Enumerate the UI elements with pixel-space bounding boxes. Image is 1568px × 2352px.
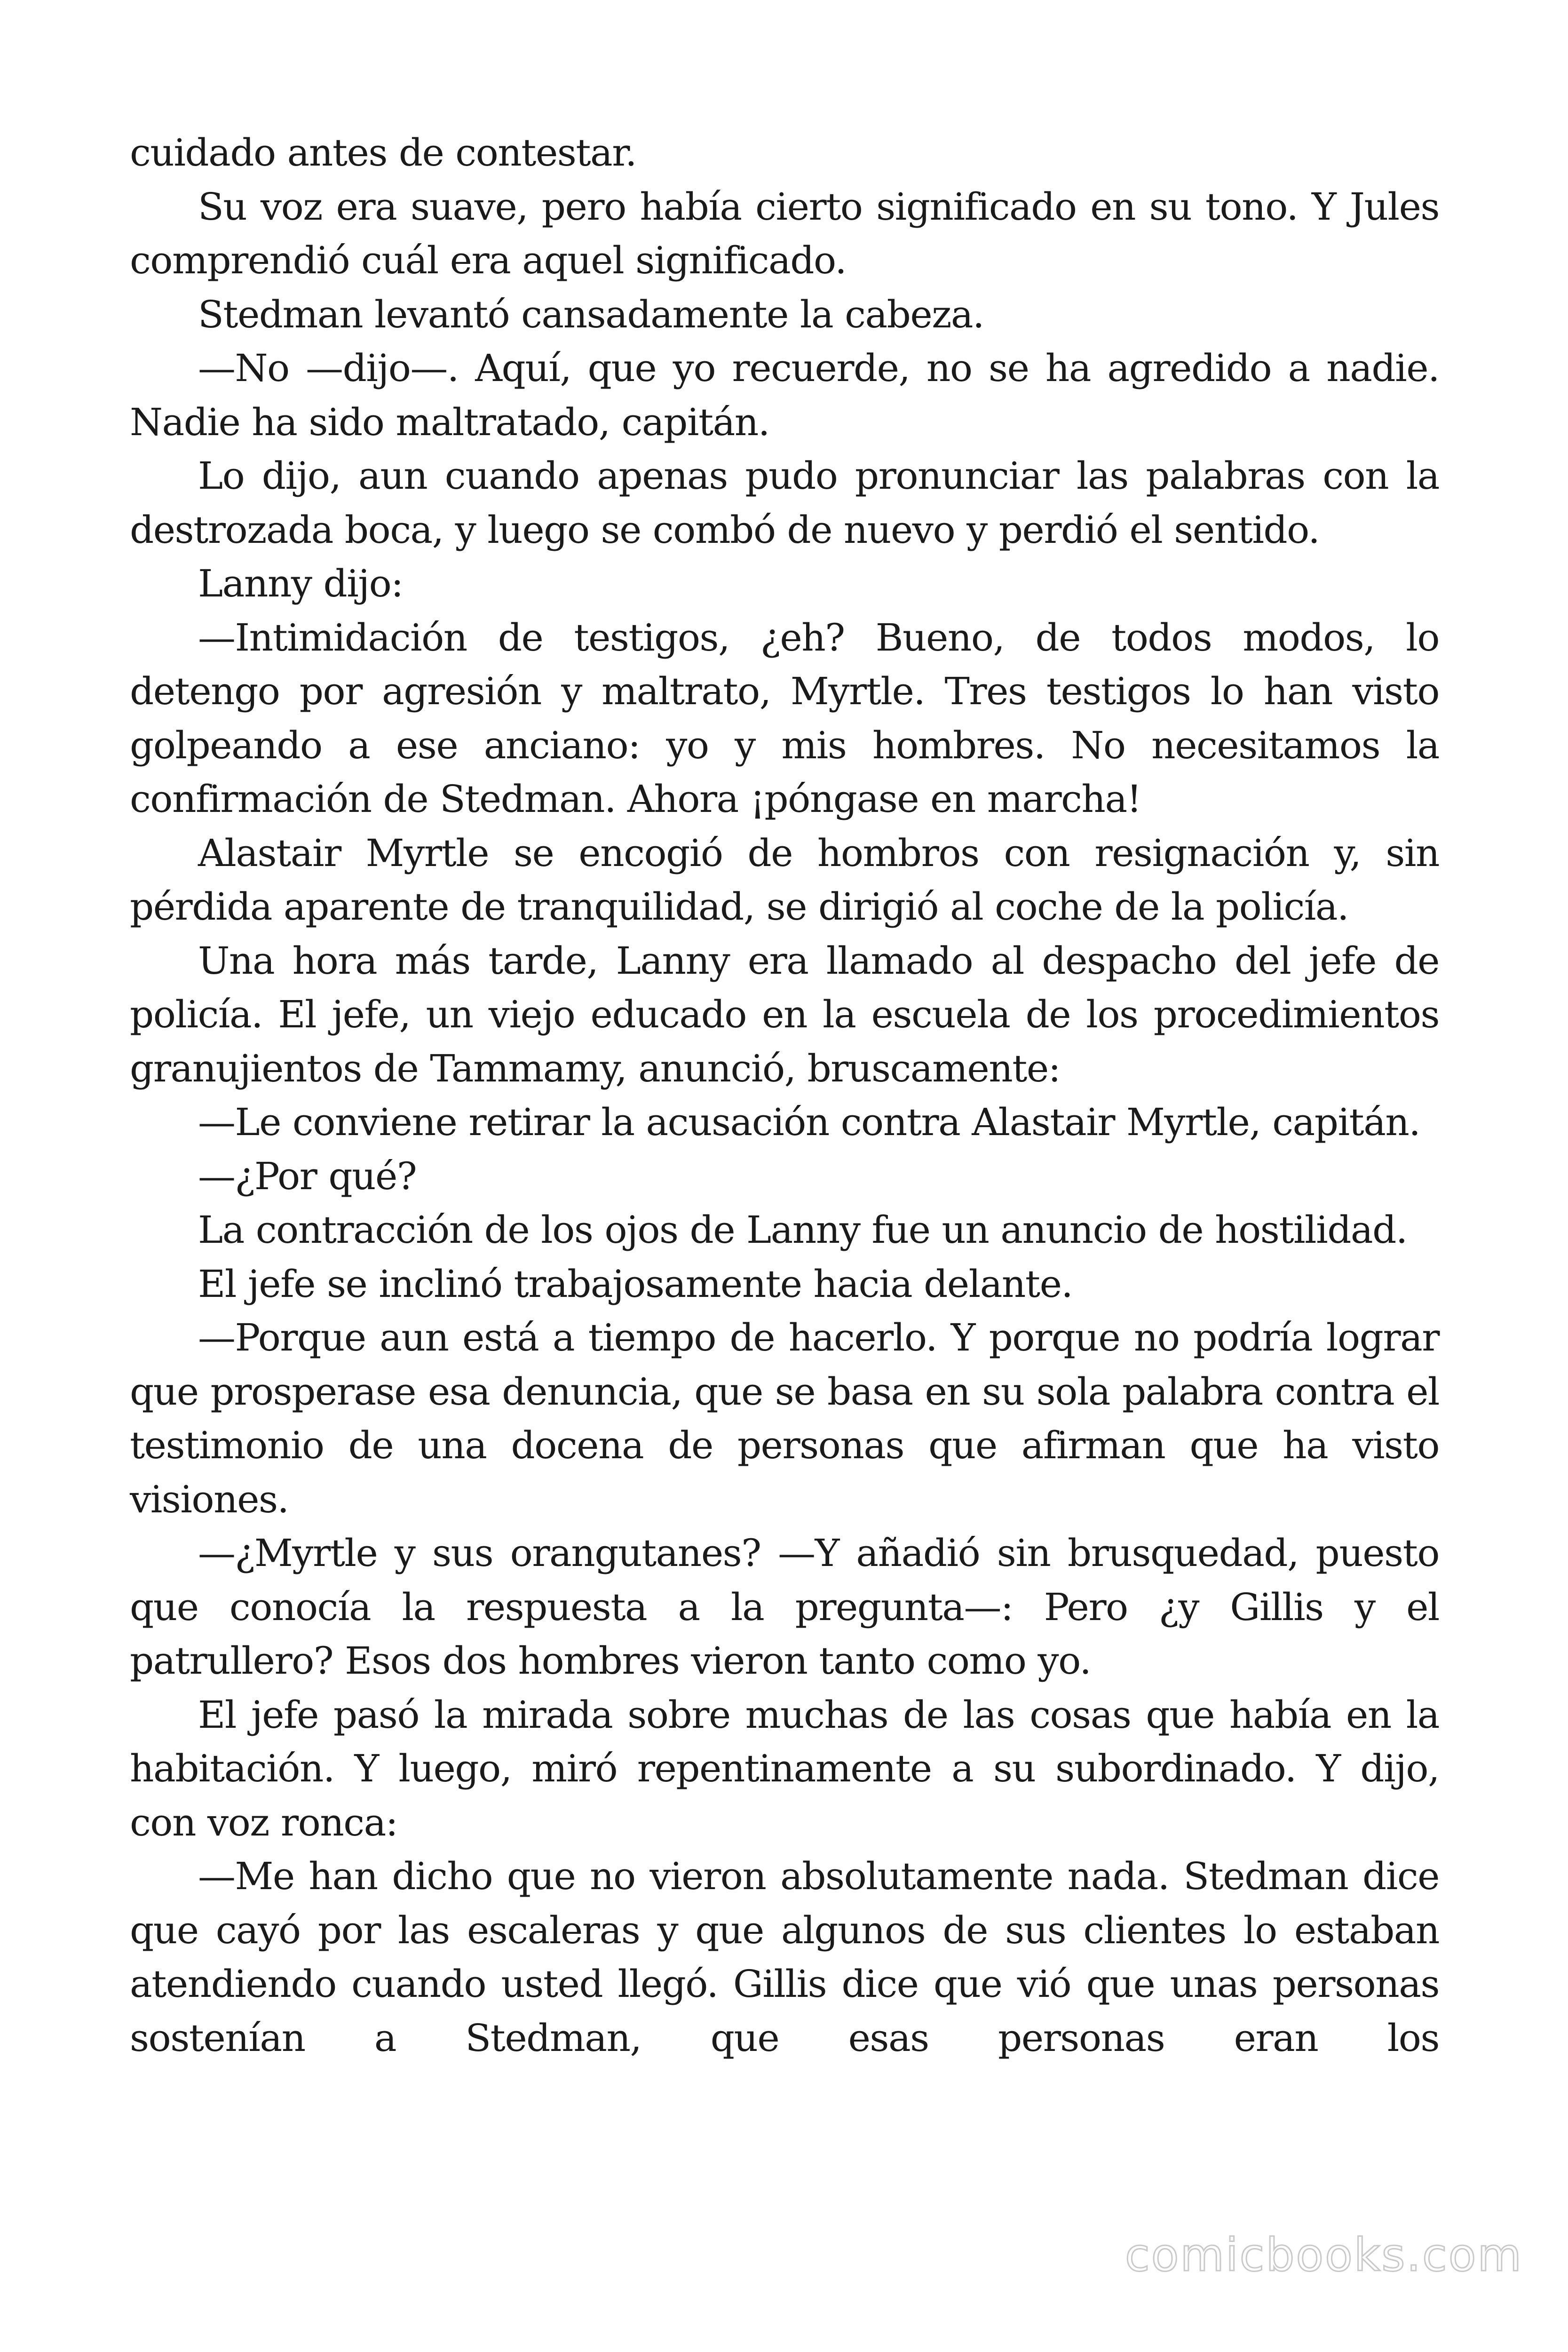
paragraph-14: —Porque aun está a tiempo de hacerlo. Y porque no podría lograr que prosperase esa denuncia, que se basa en su sola palabra contra el testimonio de una docena de personas que afirman que ha visto visiones.: [130, 1316, 1439, 1521]
paragraph-11: —¿Por qué?: [198, 1154, 417, 1198]
paragraph-12: La contracción de los ojos de Lanny fue un anuncio de hostilidad.: [198, 1208, 1407, 1252]
paragraph-1: cuidado antes de contestar.: [130, 131, 637, 175]
paragraph-2: Su voz era suave, pero había cierto significado en su tono. Y Jules comprendió cuál era aquel significado.: [130, 184, 1439, 282]
paragraph-10: —Le conviene retirar la acusación contra Alastair Myrtle, capitán.: [198, 1100, 1420, 1144]
paragraph-16: El jefe pasó la mirada sobre muchas de las cosas que había en la habitación. Y luego, miró repentinamente a su subordinado. Y dijo, con voz ronca:: [130, 1692, 1439, 1844]
paragraph-7: —Intimidación de testigos, ¿eh? Bueno, de todos modos, lo detengo por agresión y maltrato, Myrtle. Tres testigos lo han visto golpeando a ese anciano: yo y mis hombres. No necesitamos la confirmación de Stedman. Ahora ¡póngase en marcha!: [130, 615, 1439, 821]
paragraph-9: Una hora más tarde, Lanny era llamado al despacho del jefe de policía. El jefe, un viejo educado en la escuela de los procedimientos granujientos de Tammamy, anunció, bruscamente:: [130, 938, 1439, 1090]
watermark: comicbooks.com: [1125, 2229, 1523, 2281]
paragraph-15: —¿Myrtle y sus orangutanes? —Y añadió sin brusquedad, puesto que conocía la respuesta a la pregunta—: Pero ¿y Gillis y el patrullero? Esos dos hombres vieron tanto como yo.: [130, 1531, 1439, 1683]
paragraph-6: Lanny dijo:: [198, 562, 403, 605]
paragraph-3: Stedman levantó cansadamente la cabeza.: [198, 292, 984, 336]
paragraph-5: Lo dijo, aun cuando apenas pudo pronunciar las palabras con la destrozada boca, y luego se combó de nuevo y perdió el sentido.: [130, 454, 1439, 552]
paragraph-13: El jefe se inclinó trabajosamente hacia delante.: [198, 1262, 1073, 1306]
paragraph-17: —Me han dicho que no vieron absolutamente nada. Stedman dice que cayó por las escaleras y que algunos de sus clientes lo estaban atendiendo cuando usted llegó. Gillis dice que vió que unas personas sostenían a Stedman, que esas personas eran los: [130, 1854, 1439, 2060]
page-body: [130, 126, 1439, 2065]
paragraph-8: Alastair Myrtle se encogió de hombros con resignación y, sin pérdida aparente de tranquilidad, se dirigió al coche de la policía.: [130, 831, 1439, 929]
paragraph-4: —No —dijo—. Aquí, que yo recuerde, no se ha agredido a nadie. Nadie ha sido maltratado, capitán.: [130, 346, 1439, 444]
